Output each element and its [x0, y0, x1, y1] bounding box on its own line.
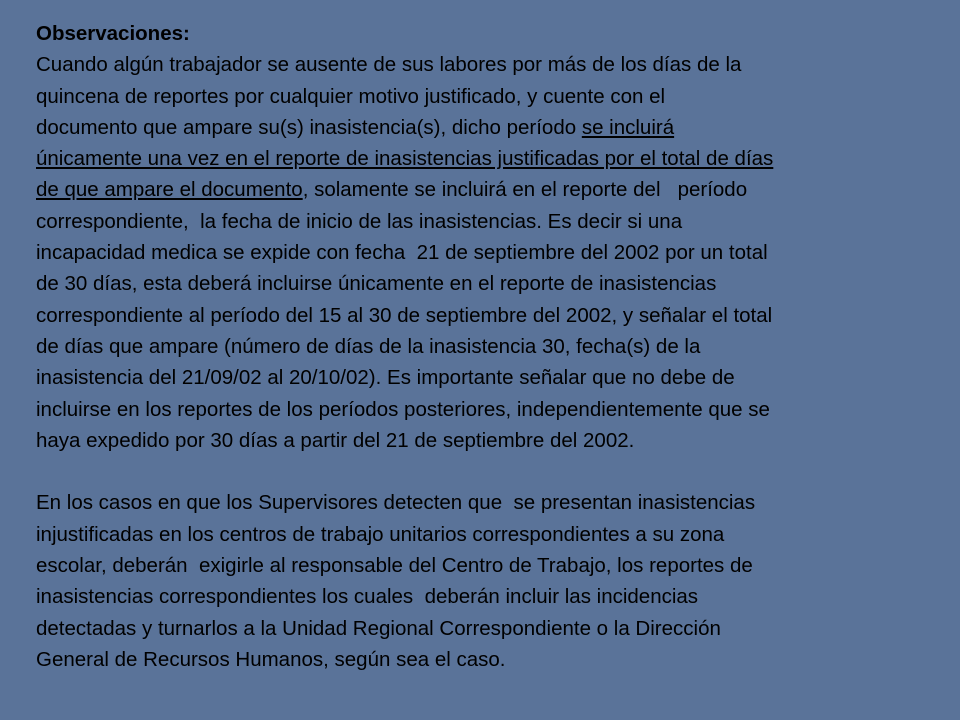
text-run: documento que ampare su(s) inasistencia(s), dicho período	[36, 115, 582, 139]
underlined-text-run: únicamente una vez en el reporte de inasistencias justificadas por el total de días	[36, 147, 774, 171]
text-run: incluirse en los reportes de los períodos posteriores, independientemente que se	[36, 397, 770, 421]
paragraph-1-line-9	[36, 300, 936, 331]
text-run: quincena de reportes por cualquier motivo justificado, y cuente con el	[36, 84, 666, 108]
text-run: incapacidad medica se expide con fecha 21 de septiembre del 2002 por un total	[36, 241, 768, 265]
text-run: de días que ampare (número de días de la inasistencia 30, fecha(s) de la	[36, 334, 701, 358]
paragraph-1-line-5	[36, 174, 936, 205]
paragraph-1-line-1	[36, 49, 936, 80]
observations-text-block	[36, 18, 936, 675]
paragraph-2-line-6: General de Recursos Humanos, según sea el caso.	[36, 647, 506, 671]
underlined-text-run: de que ampare el documento	[36, 178, 303, 202]
paragraph-1-line-2	[36, 81, 936, 112]
paragraph-gap	[36, 456, 936, 487]
paragraph-1-line-13	[36, 425, 936, 456]
text-run: correspondiente, la fecha de inicio de las inasistencias. Es decir si una	[36, 209, 683, 233]
paragraph-1-line-4	[36, 143, 936, 174]
paragraph-2-line-5: detectadas y turnarlos a la Unidad Regional Correspondiente o la Dirección	[36, 616, 721, 640]
text-run: de 30 días, esta deberá incluirse únicamente en el reporte de inasistencias	[36, 272, 717, 296]
text-run: Cuando algún trabajador se ausente de sus labores por más de los días de la	[36, 53, 742, 77]
paragraph-1-line-7	[36, 237, 936, 268]
paragraph-1-line-3	[36, 112, 936, 143]
text-run: inasistencia del 21/09/02 al 20/10/02). Es importante señalar que no debe de	[36, 366, 735, 390]
paragraph-2-line-3: escolar, deberán exigirle al responsable del Centro de Trabajo, los reportes de	[36, 554, 753, 578]
paragraph-1-line-12	[36, 394, 936, 425]
paragraph-2-line-1: En los casos en que los Supervisores detecten que se presentan inasistencias	[36, 491, 756, 515]
paragraph-2-line-4: inasistencias correspondientes los cuales deberán incluir las incidencias	[36, 585, 699, 609]
text-run: haya expedido por 30 días a partir del 21 de septiembre del 2002.	[36, 428, 635, 452]
observations-heading: Observaciones:	[36, 22, 190, 45]
paragraph-1-line-8	[36, 268, 936, 299]
paragraph-1-line-11	[36, 362, 936, 393]
paragraph-1-line-6	[36, 206, 936, 237]
paragraph-1-line-10	[36, 331, 936, 362]
paragraph-2-line-2: injustificadas en los centros de trabajo unitarios correspondientes a su zona	[36, 522, 725, 546]
text-run: correspondiente al período del 15 al 30 de septiembre del 2002, y señalar el total	[36, 303, 773, 327]
underlined-text-run: se incluirá	[581, 115, 675, 139]
text-run: , solamente se incluirá en el reporte del período	[302, 178, 748, 202]
